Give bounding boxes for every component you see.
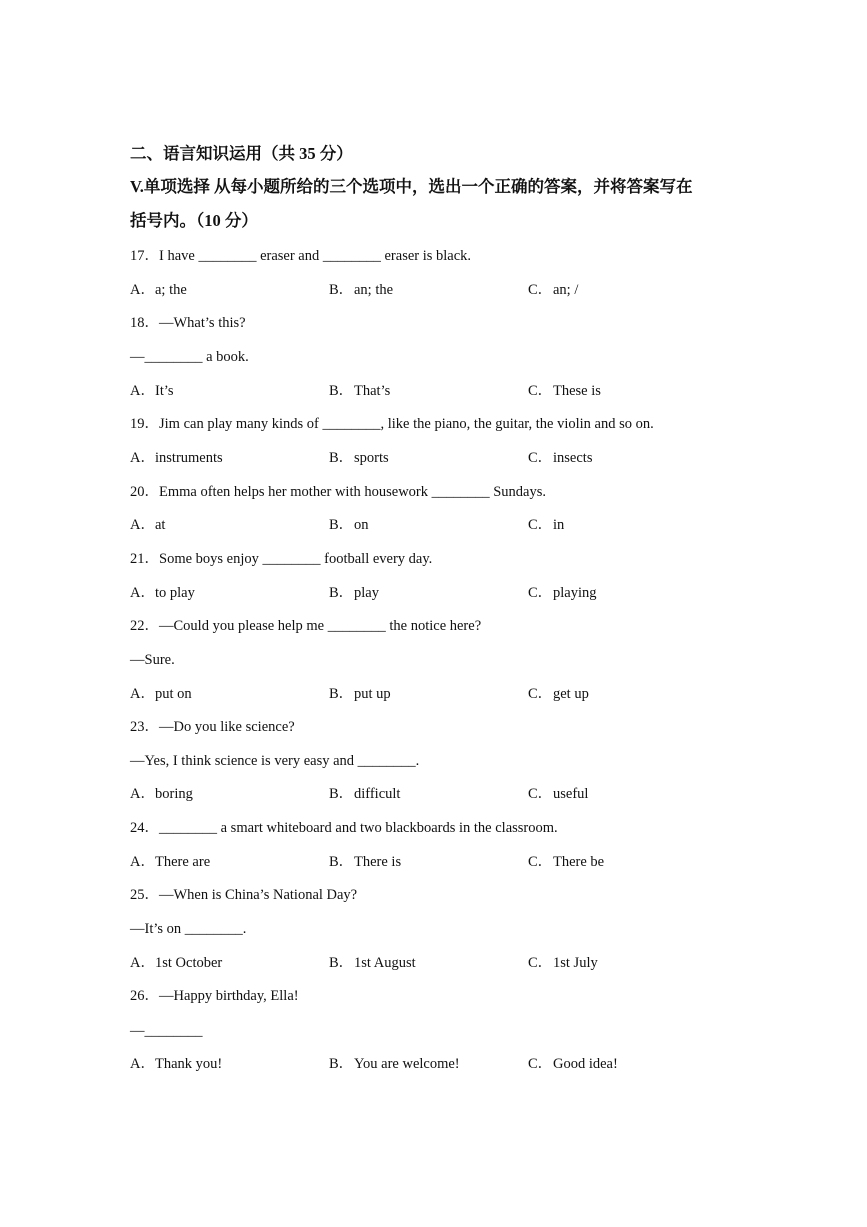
question-18-option-a: A．It’s bbox=[130, 383, 174, 399]
question-20-option-c: C．in bbox=[528, 517, 565, 533]
question-24-option-c: C．There be bbox=[528, 854, 605, 870]
question-25-stem: 25．—When is China’s National Day? bbox=[130, 887, 358, 903]
question-19-option-c: C．insects bbox=[528, 450, 593, 466]
question-23-stem: 23．—Do you like science? bbox=[130, 719, 295, 735]
question-20-option-b: B．on bbox=[329, 517, 369, 533]
question-25-option-a: A．1st October bbox=[130, 955, 223, 971]
question-19-stem: 19．Jim can play many kinds of ________, like the piano, the guitar, the violin and so on. bbox=[130, 416, 654, 432]
question-21-option-b: B．play bbox=[329, 585, 379, 601]
question-18-option-c: C．These is bbox=[528, 383, 601, 399]
question-21-option-a: A．to play bbox=[130, 585, 195, 601]
question-20-option-a: A．at bbox=[130, 517, 166, 533]
question-18-stem: 18．—What’s this? bbox=[130, 315, 246, 331]
question-24-stem: 24．________ a smart whiteboard and two blackboards in the classroom. bbox=[130, 820, 558, 836]
question-25-stem-line-2: —It’s on ________. bbox=[130, 921, 247, 937]
question-22-stem-line-2: —Sure. bbox=[130, 652, 175, 668]
question-17-option-c: C．an; / bbox=[528, 282, 579, 298]
question-26-option-b: B．You are welcome! bbox=[329, 1056, 460, 1072]
section-title: 二、语言知识运用（共 35 分） bbox=[130, 144, 353, 163]
question-17-stem: 17．I have ________ eraser and ________ eraser is black. bbox=[130, 248, 472, 264]
question-24-option-b: B．There is bbox=[329, 854, 402, 870]
question-20-stem: 20．Emma often helps her mother with housework ________ Sundays. bbox=[130, 484, 547, 500]
question-24-option-a: A．There are bbox=[130, 854, 211, 870]
question-23-stem-line-2: —Yes, I think science is very easy and ________. bbox=[130, 753, 420, 769]
question-22-option-b: B．put up bbox=[329, 686, 391, 702]
question-23-option-c: C．useful bbox=[528, 786, 589, 802]
question-23-option-b: B．difficult bbox=[329, 786, 401, 802]
question-22-option-c: C．get up bbox=[528, 686, 589, 702]
question-18-option-b: B．That’s bbox=[329, 383, 391, 399]
part-instructions-line-1: V.单项选择 从每小题所给的三个选项中，选出一个正确的答案，并将答案写在 bbox=[130, 177, 693, 196]
question-26-option-a: A．Thank you! bbox=[130, 1056, 223, 1072]
question-25-option-c: C．1st July bbox=[528, 955, 598, 971]
question-19-option-a: A．instruments bbox=[130, 450, 223, 466]
question-25-option-b: B．1st August bbox=[329, 955, 416, 971]
question-26-stem: 26．—Happy birthday, Ella! bbox=[130, 988, 299, 1004]
question-19-option-b: B．sports bbox=[329, 450, 389, 466]
question-21-stem: 21．Some boys enjoy ________ football every day. bbox=[130, 551, 433, 567]
question-22-stem: 22．—Could you please help me ________ the notice here? bbox=[130, 618, 482, 634]
question-23-option-a: A．boring bbox=[130, 786, 193, 802]
question-26-option-c: C．Good idea! bbox=[528, 1056, 618, 1072]
question-26-stem-line-2: —________ bbox=[130, 1023, 203, 1039]
question-17-option-b: B．an; the bbox=[329, 282, 394, 298]
question-21-option-c: C．playing bbox=[528, 585, 597, 601]
question-17-option-a: A．a; the bbox=[130, 282, 187, 298]
part-instructions-line-2: 括号内。（10 分） bbox=[130, 211, 258, 230]
question-22-option-a: A．put on bbox=[130, 686, 192, 702]
question-18-stem-line-2: —________ a book. bbox=[130, 349, 249, 365]
